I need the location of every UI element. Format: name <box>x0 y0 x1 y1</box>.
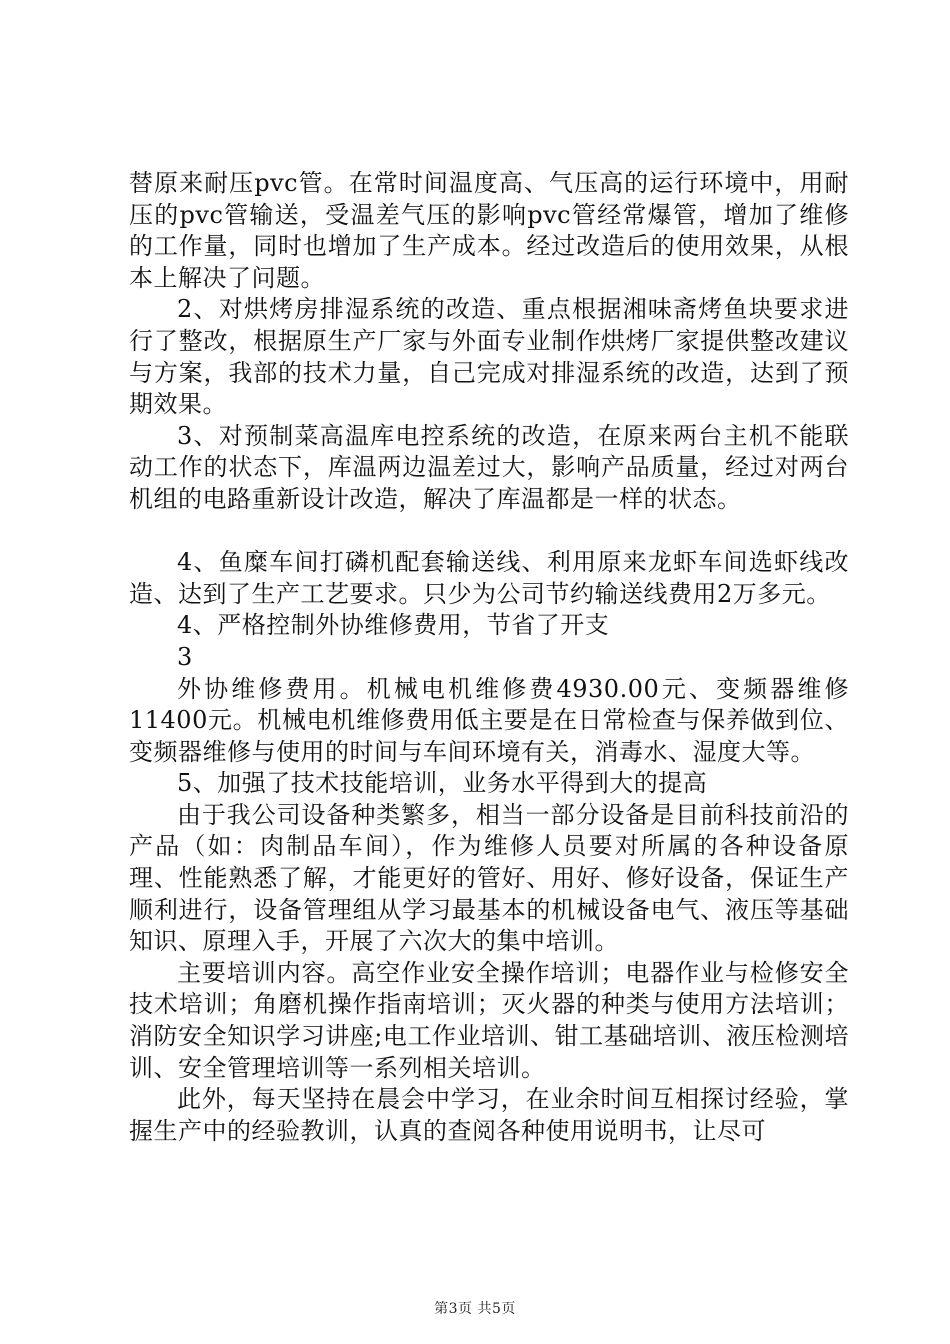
paragraph-cold-storage: 3、对预制菜高温库电控系统的改造，在原来两台主机不能联动工作的状态下，库温两边温差过大，影响产品质量，经过对两台机组的电路重新设计改造，解决了库温都是一样的状态。 <box>129 421 849 513</box>
paragraph-training-content: 主要培训内容。高空作业安全操作培训；电器作业与检修安全技术培训；角磨机操作指南培训；灭火器的种类与使用方法培训；消防安全知识学习讲座;电工作业培训、钳工基础培训、液压检测培训、安全管理培训等一系列相关培训。 <box>129 958 849 1082</box>
paragraph-pvc-pipe: 替原来耐压pvc管。在常时间温度高、气压高的运行环境中，用耐压的pvc管输送，受温差气压的影响pvc管经常爆管，增加了维修的工作量，同时也增加了生产成本。经过改造后的使用效果，从根本上解决了问题。 <box>129 169 849 292</box>
document-body <box>129 168 849 1147</box>
paragraph-outsourcing-costs: 外协维修费用。机械电机维修费4930.00元、变频器维修11400元。机械电机维修费用低主要是在日常检查与保养做到位、变频器维修与使用的时间与车间环境有关，消毒水、湿度大等。 <box>129 674 849 766</box>
paragraph-drying-room: 2、对烘烤房排湿系统的改造、重点根据湘味斋烤鱼块要求进行了整改，根据原生产厂家与外面专业制作烘烤厂家提供整改建议与方案，我部的技术力量，自己完成对排湿系统的改造，达到了预期效果。 <box>129 295 849 419</box>
section-heading-outsourcing: 4、严格控制外协维修费用，节省了开支 <box>177 611 610 640</box>
page-footer <box>0 1300 950 1318</box>
section-heading-training: 5、加强了技术技能培训，业务水平得到大的提高 <box>177 769 708 798</box>
paragraph-training-background: 由于我公司设备种类繁多，相当一部分设备是目前科技前沿的产品（如：肉制品车间），作为维修人员要对所属的各种设备原理、性能熟悉了解，才能更好的管好、用好、修好设备，保证生产顺利进行，设备管理组从学习最基本的机械设备电气、液压等基础知识、原理入手，开展了六次大的集中培训。 <box>129 800 849 956</box>
stray-number: 3 <box>177 642 193 671</box>
paragraph-morning-meeting: 此外，每天坚持在晨会中学习，在业余时间互相探讨经验，掌握生产中的经验教训，认真的查阅各种使用说明书，让尽可 <box>129 1085 849 1145</box>
paragraph-spacer <box>129 516 849 548</box>
paragraph-conveyor-line: 4、鱼糜车间打磷机配套输送线、利用原来龙虾车间选虾线改造、达到了生产工艺要求。只少为公司节约输送线费用2万多元。 <box>129 548 849 608</box>
page-indicator: 第3页 共5页 <box>434 1301 516 1317</box>
